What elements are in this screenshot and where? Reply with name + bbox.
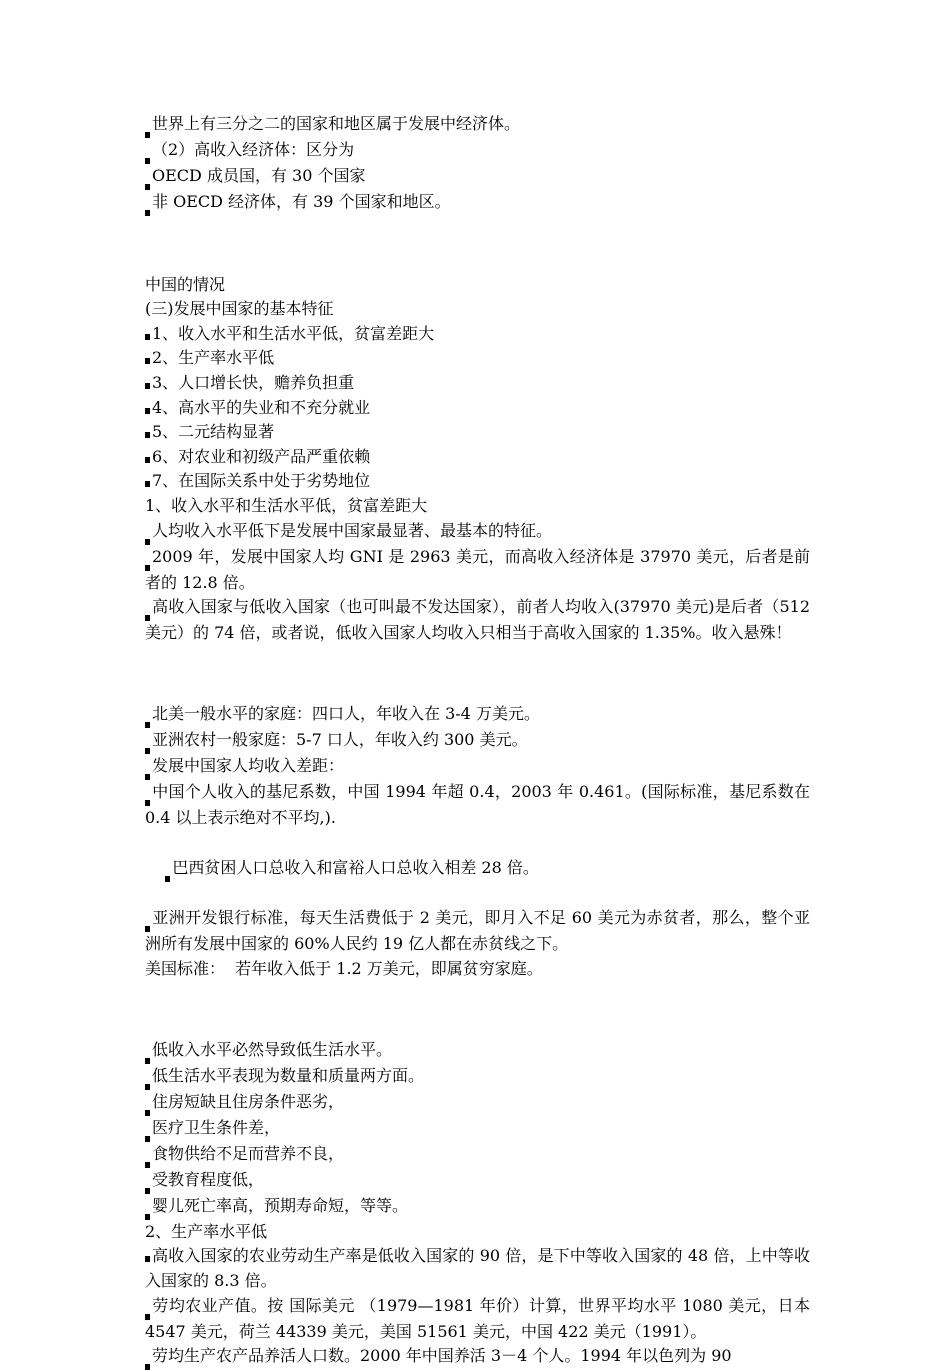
text-line	[145, 396, 810, 421]
text-line-content: 食物供给不足而营养不良，	[152, 1143, 345, 1163]
text-line-content: 亚洲农村一般家庭：5-7 口人，年收入约 300 美元。	[152, 730, 528, 750]
paragraph-gini-text: 中国个人收入的基尼系数，中国 1994 年超 0.4，2003 年 0.461。(国际标准，基尼系数在 0.4 以上表示绝对不平均,).	[145, 782, 810, 828]
text-line-content: 发展中国家人均收入差距：	[152, 756, 345, 776]
blank-line	[145, 662, 810, 687]
text-line-content: 中国的情况	[145, 274, 226, 294]
text-line	[145, 297, 810, 322]
text-line-content: 人均收入水平低下是发展中国家最显著、最基本的特征。	[152, 520, 553, 540]
text-line	[145, 420, 810, 445]
text-line	[145, 1116, 810, 1142]
bullet-icon	[145, 1314, 150, 1320]
text-line-content: 受教育程度低，	[152, 1169, 265, 1189]
paragraph-gni-text: 2009 年，发展中国家人均 GNI 是 2963 美元，而高收入经济体是 37970 美元，后者是前者的 12.8 倍。	[145, 546, 810, 592]
bullet-icon	[145, 457, 150, 463]
bullet-icon	[145, 800, 150, 806]
text-line-content: 医疗卫生条件差，	[152, 1117, 281, 1137]
bullet-icon	[145, 1256, 150, 1262]
bullet-icon	[145, 1136, 150, 1142]
text-line	[145, 346, 810, 371]
text-line-content: 北美一般水平的家庭：四口人，年收入在 3-4 万美元。	[152, 704, 540, 724]
text-line-content: 2、生产率水平低	[152, 348, 275, 368]
paragraph-people-fed	[145, 1344, 810, 1370]
bullet-icon	[145, 615, 150, 621]
text-line	[145, 1090, 810, 1116]
living-standard-lines	[145, 997, 810, 1244]
text-line	[145, 494, 810, 519]
text-line-content: 世界上有三分之二的国家和地区属于发展中经济体。	[152, 114, 521, 133]
bullet-icon	[145, 210, 150, 216]
bullet-icon	[165, 876, 170, 882]
bullet-icon	[145, 1058, 150, 1064]
bullet-icon	[145, 383, 150, 389]
text-line-content: 3、人口增长快，赡养负担重	[152, 372, 355, 392]
text-line-content: 住房短缺且住房条件恶劣，	[152, 1091, 345, 1111]
text-line-content: 1、收入水平和生活水平低，贫富差距大	[152, 323, 435, 343]
paragraph-output-per-worker-text: 劳均农业产值。按 国际美元 （1979—1981 年价）计算，世界平均水平 1080 美元，日本 4547 美元，荷兰 44339 美元，美国 51561 美元，中国 422 美元（1991）。	[145, 1295, 810, 1341]
paragraph-people-fed-text: 劳均生产农产品养活人口数。2000 年中国养活 3－4 个人。1994 年以色列为 90	[152, 1346, 732, 1366]
intro-lines	[145, 112, 810, 545]
paragraph-income-gap	[145, 595, 810, 646]
bullet-icon	[145, 539, 150, 545]
paragraph-productivity	[145, 1244, 810, 1293]
text-line-content: 1、收入水平和生活水平低，贫富差距大	[145, 495, 428, 515]
bullet-icon	[145, 334, 150, 340]
paragraph-adb	[145, 906, 810, 957]
paragraph-adb-text: 亚洲开发银行标准，每天生活费低于 2 美元，即月入不足 60 美元为赤贫者，那么，整个亚洲所有发展中国家的 60%人民约 19 亿人都在赤贫线之下。	[145, 908, 810, 954]
paragraph-gini	[145, 780, 810, 831]
bullet-icon	[145, 565, 150, 571]
text-line	[145, 1168, 810, 1194]
bullet-icon	[145, 432, 150, 438]
text-line	[145, 164, 810, 190]
text-line-content: 7、在国际关系中处于劣势地位	[152, 471, 371, 491]
text-line	[145, 112, 810, 138]
text-line	[145, 1220, 810, 1245]
text-line	[145, 1038, 810, 1064]
bullet-icon	[145, 1364, 150, 1370]
family-income-lines	[145, 662, 810, 781]
paragraph-gni	[145, 545, 810, 596]
text-line-content: 非 OECD 经济体，有 39 个国家和地区。	[152, 192, 451, 211]
line-us-standard: 美国标准： 若年收入低于 1.2 万美元，即属贫穷家庭。	[145, 958, 543, 978]
paragraph-productivity-text: 高收入国家的农业劳动生产率是低收入国家的 90 倍，是下中等收入国家的 48 倍，上中等收入国家的 8.3 倍。	[145, 1246, 810, 1291]
bullet-icon	[145, 1162, 150, 1168]
text-line	[145, 273, 810, 298]
text-line-content: 6、对农业和初级产品严重依赖	[152, 446, 371, 466]
bullet-icon	[145, 358, 150, 364]
text-line	[145, 469, 810, 494]
bullet-icon	[145, 408, 150, 414]
bullet-icon	[145, 1214, 150, 1220]
bullet-icon	[145, 1110, 150, 1116]
text-line	[145, 1064, 810, 1090]
text-line	[145, 190, 810, 216]
text-line-content: (三)发展中国家的基本特征	[145, 299, 334, 319]
text-line-content: 低收入水平必然导致低生活水平。	[152, 1039, 393, 1059]
text-line	[145, 1142, 810, 1168]
paragraph-output-per-worker	[145, 1294, 810, 1345]
text-line	[145, 322, 810, 347]
text-line	[145, 702, 810, 728]
bullet-icon	[145, 1084, 150, 1090]
text-line	[145, 445, 810, 470]
bullet-icon	[145, 1188, 150, 1194]
text-line	[145, 1194, 810, 1220]
blank-line	[145, 232, 810, 257]
text-line-content: 4、高水平的失业和不充分就业	[152, 397, 371, 417]
blank-line	[145, 997, 810, 1022]
line-brazil-text: 巴西贫困人口总收入和富裕人口总收入相差 28 倍。	[172, 857, 539, 877]
line-brazil	[145, 831, 810, 906]
text-line-content: （2）高收入经济体：区分为	[152, 140, 355, 159]
text-line-content: OECD 成员国，有 30 个国家	[152, 166, 366, 185]
paragraph-income-gap-text: 高收入国家与低收入国家（也可叫最不发达国家），前者人均收入(37970 美元)是后者（512 美元）的 74 倍，或者说，低收入国家人均收入只相当于高收入国家的 1.35%。收入悬殊！	[145, 597, 810, 643]
text-line	[145, 138, 810, 164]
text-line	[145, 754, 810, 780]
text-line-content: 2、生产率水平低	[145, 1221, 268, 1241]
text-line-content: 低生活水平表现为数量和质量两方面。	[152, 1065, 425, 1085]
bullet-icon	[145, 926, 150, 932]
text-line-content: 婴儿死亡率高，预期寿命短，等等。	[152, 1195, 409, 1215]
text-line-content: 5、二元结构显著	[152, 422, 275, 442]
document-page	[145, 112, 810, 1370]
text-line	[145, 371, 810, 396]
text-line	[145, 728, 810, 754]
text-line	[145, 519, 810, 545]
bullet-icon	[145, 481, 150, 487]
